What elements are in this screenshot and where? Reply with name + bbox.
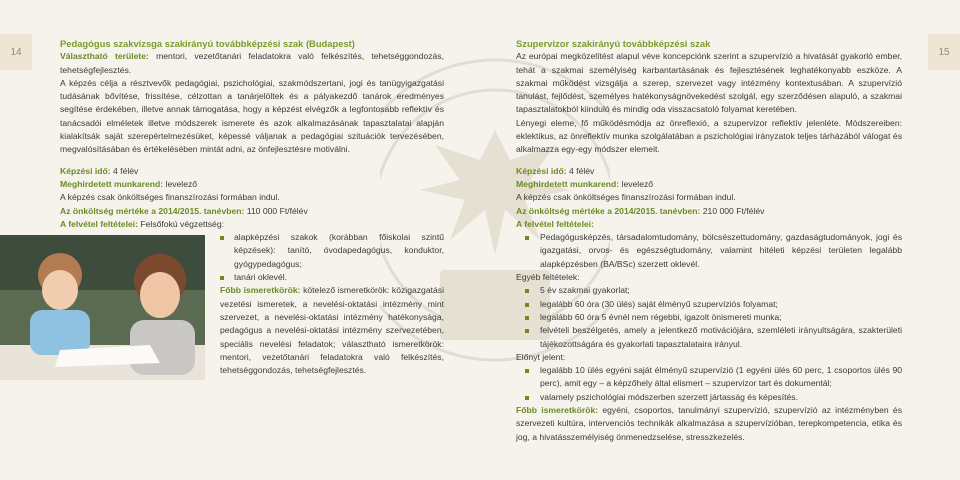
list-item: legalább 60 óra 5 évnél nem régebbi, igazolt önismereti munka; (516, 311, 902, 324)
left-column (60, 37, 444, 377)
left-bullet-list (220, 231, 444, 284)
left-fee: Az önköltség mértéke a 2014/2015. tanévben: 110 000 Ft/félév (60, 205, 308, 216)
right-subjects: Főbb ismeretkörök: egyéni, csoportos, tanulmányi szupervízió, szupervízió az intézményben és szervezeti kultúra, intervenciós technikák alkalmazása a szupervízióban, terepkompetencia, etika és jog, a hivatásszemélyiség önmenedzselése, stresszkezelés. (516, 405, 902, 442)
area-paragraph (60, 50, 444, 77)
left-financing: A képzés csak önköltséges finanszírozási formában indul. (60, 192, 280, 203)
left-duration: Képzési idő: 4 félév (60, 165, 139, 176)
list-item: legalább 10 ülés egyéni saját élményű szupervízió (1 egyéni ülés 60 perc, 1 csoportos ülés 90 perc), amit egy – a képzőhely által elismert – szupervizor tart és dokumentál; (516, 364, 902, 391)
right-financing: A képzés csak önköltséges finanszírozási formában indul. (516, 192, 736, 203)
right-heading: Szupervizor szakirányú továbbképzési szak (516, 38, 711, 49)
list-item: alapképzési szakok (korábban főiskolai szintű képzések): tanító, óvodapedagógus, konduktor, gyógypedagógus; (220, 231, 444, 271)
left-body: A képzés célja a résztvevők pedagógiai, pszichológiai, szakmódszertani, jogi és tanügyigazgatási tudásának bővítése, frissítése, célzottan a tanárjelöltek és a pályakezdő tanárok eredményes segítése érdekében, illetve annak támogatása, hogy a képzést elvégzők a legfontosabb reflektív és tanácsadói elméletek illetve módszerek ismerete és azok alkalmazásának tapasztalatai alapján kialakítsák saját szerepértelmezésüket, képessé váljanak a pedagógiai szituációk tervezésében, megvalósításában és értékelésében mintát adni, az önfejlesztésre motiválni. (60, 77, 444, 155)
page-number-left: 14 (0, 34, 32, 70)
left-heading: Pedagógus szakvizsga szakirányú továbbképzési szak (Budapest) (60, 38, 355, 49)
list-item: 5 év szakmai gyakorlat; (516, 284, 902, 297)
right-requirements-label: A felvétel feltételei: (516, 218, 595, 229)
right-bullet-list-2 (516, 284, 902, 350)
left-narrow-block (220, 231, 444, 377)
list-item: felvételi beszélgetés, amely a jelentkező motivációjára, szemléleti irányultságára, szakterületi tájékozottságára és gyakorlati tapasztalataira irányul. (516, 324, 902, 351)
right-advantage: Előnyt jelent: (516, 351, 566, 362)
list-item: tanári oklevél. (220, 271, 444, 284)
right-body-2: Lényegi eleme, fő működésmódja az önreflexió, a szupervizor reflektív jelenléte. Módszereiben: eklektikus, az önreflektív munka szolgálatában a pszichológiai irányzatok teljes tárházából válogat és alkalmazza egy-egy módszer elemeit. (516, 117, 902, 155)
left-schedule: Meghirdetett munkarend: levelező (60, 178, 198, 189)
right-bullet-list-3 (516, 364, 902, 404)
left-requirements: A felvétel feltételei: Felsőfokú végzettség: (60, 218, 224, 229)
list-item: legalább 60 óra (30 ülés) saját élményű szupervíziós folyamat; (516, 298, 902, 311)
right-duration: Képzési idő: 4 félév (516, 165, 595, 176)
list-item: valamely pszichológiai módszerben szerzett jártasság és képesítés. (516, 391, 902, 404)
right-body-1: Az európai megközelítést alapul véve koncepciónk szerint a szupervízió a hivatását gyakorló ember, tehát a szakmai személyiség karbantartásának és fejlesztésének leghatékonyabb eszköze. A szakmai működést vizsgálja a szerep, szervezet vagy intézmény kontextusában. A szupervízió tanulást, fejlődést, személyes hatékonyságnövekedést szolgál, egy szerződésen alapuló, a szakmai tapasztalatokból kiinduló és mindig oda visszacsatoló folyamat keretében. (516, 51, 902, 115)
right-fee: Az önköltség mértéke a 2014/2015. tanévben: 210 000 Ft/félév (516, 205, 765, 216)
right-other-conditions: Egyéb feltételek: (516, 272, 580, 283)
area-text: mentori, vezetőtanári feladatokra való felkészítés, tehetséggondozás, tehetségfejlesztés. (60, 51, 444, 75)
right-schedule: Meghirdetett munkarend: levelező (516, 178, 654, 189)
left-subjects: Főbb ismeretkörök: kötelező ismeretkörök: közigazgatási vezetési ismeretek, a nevelési-oktatási intézmény mint szervezet, a nevelési-oktatási intézmény hatékonysága, pedagógus a nevelési-oktatási intézmény szervezetében, speciális nevelési feladatok; választható ismeretkörök: mentori, vezetőtanári feladatokra való felkészítés, tehetséggondozás, tehetségfejlesztés. (220, 285, 444, 376)
page-number-right: 15 (928, 34, 960, 70)
area-label: Választható területe: (60, 51, 149, 62)
list-item: Pedagógusképzés, társadalomtudomány, bölcsészettudomány, gazdaságtudományok, jogi és igazgatási, orvos- és egészségtudomány, valamint hitéleti képzési területen legalább alapképzésben (BA/BSc) szerzett oklevél. (516, 231, 902, 271)
right-bullet-list-1 (516, 231, 902, 271)
right-column (516, 37, 902, 444)
